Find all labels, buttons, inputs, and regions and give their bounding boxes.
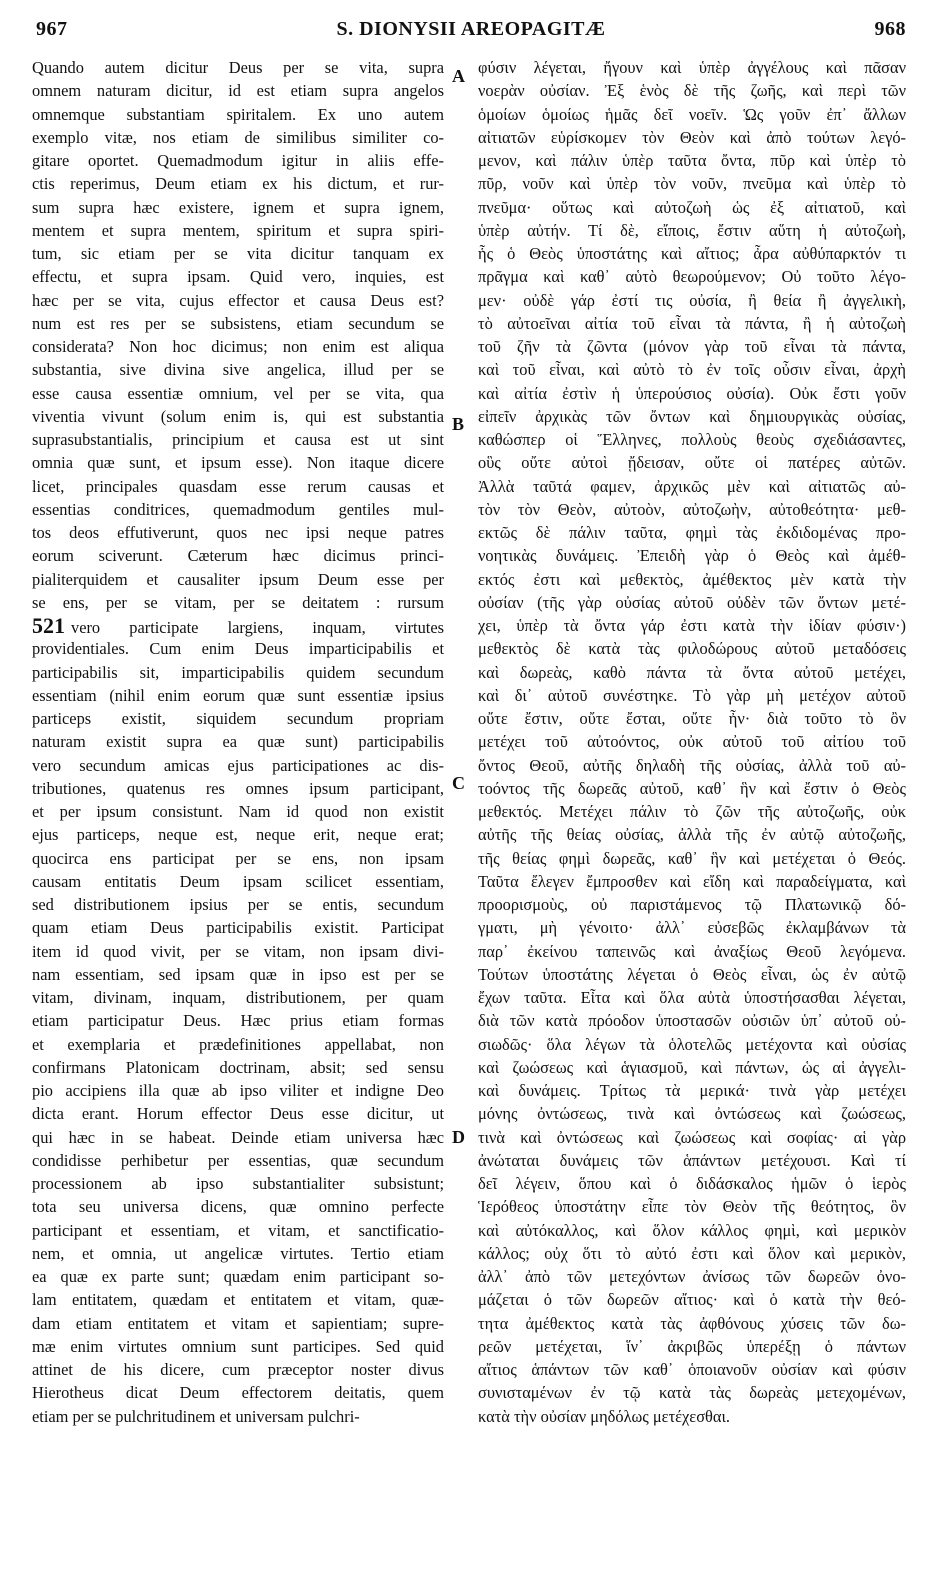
text-line: τῆς θείας φημὶ δωρεᾶς, καθ᾽ ἣν καὶ μετέχεται ὁ Θεός. (478, 848, 906, 868)
text-line: Ἀλλὰ ταῦτά φαμεν, ἀρχικῶς μὲν καὶ αἰτιατῶς αὐ- (478, 476, 906, 496)
text-line: quocirca ens participat per se ens, non ipsam (32, 848, 444, 868)
section-marker-c: C (452, 773, 465, 793)
text-line: πνεῦμα· οὕτως καὶ αὐτοζωὴ ὡς ἐξ αἰτιατοῦ, καὶ (478, 197, 906, 217)
text-line: suprasubstantialis, principium et causa est ut sint (32, 430, 444, 449)
text-line-content: vero participate largiens, inquam, virtutes (71, 618, 444, 637)
text-line: sed distributionem ipsius per se entis, secundum (32, 895, 444, 914)
text-line: γματι, μὴ γένοιτο· ἀλλ᾽ εὐσεβῶς ἐκλαμβάνων τὰ (478, 918, 906, 938)
text-line: κάλλος; οὐχ ὅτι τὸ αὐτό ἐστι καὶ ὅλον καὶ μερικὸν, (478, 1243, 906, 1263)
text-line: se ens, per se vitam, per se deitatem : rursum (32, 592, 444, 612)
text-line: ctis reperimus, Deum etiam ex his dictum, et rur- (32, 174, 444, 194)
text-line: viventia vivunt (solum enim is, qui est substantia (32, 406, 444, 426)
text-line: αἰτιατῶν εὑρίσκομεν τὸν Θεὸν καὶ ἀπὸ τούτων λεγό- (478, 127, 906, 147)
page-number-left: 967 (36, 18, 68, 40)
section-marker-d: D (452, 1127, 465, 1147)
text-line: gitare oportet. Quemadmodum igitur in aliis effe- (32, 151, 444, 170)
text-line: omnem naturam dicitur, id est etiam supra angelos (32, 81, 444, 101)
text-line: νοητικὰς δυνάμεις. Ἐπειδὴ γὰρ ὁ Θεὸς καὶ ἀμέθ- (478, 546, 906, 566)
text-line: essentias conditrices, quemadmodum gentiles mul- (32, 499, 444, 519)
text-line: effectu, et supra ipsam. Quid vero, inquies, est (32, 267, 444, 287)
text-line: νοερὰν οὐσίαν. Ἐξ ἑνὸς δὲ τῆς ζωῆς, καὶ περὶ τῶν (478, 81, 906, 101)
text-line: condidisse perhibetur per essentias, quæ secundum (32, 1150, 444, 1170)
text-line: participant et essentiam, et vitam, et sanctificatio- (32, 1220, 444, 1240)
text-line: ἔχων ταῦτα. Εἶτα καὶ ὅλα αὐτὰ ὑποστήσασθαι λέγεται, (478, 988, 906, 1007)
text-line: τὸ αὐτοεῖναι αἰτία τοῦ εἶναι τὰ πάντα, ἢ ἡ αὐτοζωὴ (478, 313, 906, 333)
text-line: καὶ δι᾽ αὐτοῦ συνέστηκε. Τὸ γὰρ μὴ μετέχον αὐτοῦ (478, 685, 906, 705)
text-line: esse causa essentiæ omnium, vel per se vita, qua (32, 383, 444, 403)
text-line: χει, ὑπὲρ τὰ ὄντα γάρ ἐστι κατὰ τὴν ἰδίαν φύσιν·) (478, 616, 906, 635)
text-line: considerata? Non hoc dicimus; non enim est aliqua (32, 337, 444, 356)
text-line: ejus particeps, neque est, neque erit, neque erat; (32, 825, 444, 845)
text-line: pialiterquidem et causaliter ipsum Deum esse per (32, 569, 444, 589)
text-line: ὑπὲρ αὐτήν. Τί δὲ, εἴποις, ἔστιν αὕτη ἡ αὐτοζωὴ, (478, 220, 906, 240)
text-line: οὓς οὔτε αὐτοὶ ᾔδεισαν, οὔτε οἱ πατέρες αὐτῶν. (478, 453, 906, 473)
text-line: qui hæc in se habeat. Deinde etiam universa hæc (32, 1127, 444, 1147)
text-line: dam etiam entitatem et vitam et sapientiam; supre- (32, 1313, 444, 1333)
text-line: οὐσίαν (τῆς γὰρ οὐσίας αὐτοῦ οὐδὲν τῶν ὄντων μετέ- (478, 592, 906, 612)
text-line: vero secundum amicas ejus participationes ac dis- (32, 755, 444, 775)
text-line: ἀνώταται δυνάμεις τῶν ἁπάντων μετέχουσι. Καὶ τί (478, 1150, 906, 1170)
text-line: nam essentiam, sed ipsam quæ in ipso est per se (32, 964, 444, 984)
greek-column (478, 56, 906, 1428)
text-line: et per ipsum consistunt. Nam id quod non existit (32, 802, 444, 821)
text-line: σιωδῶς· ὅλα λέγων τὰ ὁλοτελῶς μετέχοντα καὶ οὐσίας (478, 1034, 906, 1054)
text-line: nem, et omnia, ut angelicæ virtutes. Tertio etiam (32, 1243, 444, 1263)
text-line: τητα ἀμέθεκτος κατὰ τὰς ἀφθόνους χύσεις τῶν δω- (478, 1313, 906, 1333)
text-line: καὶ αὐτόκαλλος, καὶ ὅλον κάλλος φημὶ, καὶ μερικὸν (478, 1220, 906, 1240)
text-line: κατὰ τὴν οὐσίαν μηδόλως μετέχεσθαι. (478, 1406, 730, 1426)
text-line: καὶ τοῦ εἶναι, καὶ αὐτὸ τὸ ἐν τοῖς οὖσιν εἶναι, ἀρχὴ (478, 360, 906, 380)
text-line: tum, sic etiam per se vita dicitur tanquam ex (32, 244, 444, 263)
text-line: καὶ δυνάμεις. Τρίτως τὰ μερικά· τινὰ γὰρ μετέχει (478, 1081, 906, 1100)
text-line: Hierotheus dicat Deum effectorem deitatis, quem (32, 1383, 444, 1403)
text-line: dicta erant. Horum effector Deus esse dicitur, ut (32, 1104, 444, 1124)
text-line: μετέχει τοῦ αὐτοόντος, οὐκ αὐτοῦ τοῦ αἰτίου τοῦ (478, 732, 906, 752)
text-line: μεθεκτὸς δὲ κατὰ τὰς φιλοδώρους αὐτοῦ μεταδόσεις (478, 639, 906, 659)
text-line: τοόντος τῆς δωρεᾶς αὐτοῦ, καθ᾽ ἣν καὶ ἔστιν ὁ Θεὸς (478, 778, 906, 798)
text-line: quam etiam Deus participabilis existit. Participat (32, 918, 444, 938)
text-line: καθώσπερ οἱ Ἕλληνες, πολλοὺς θεοὺς σχεδιάσαντες, (478, 430, 906, 449)
section-marker-a: A (452, 66, 465, 86)
text-line: ἀλλ᾽ ἀπὸ τῶν μετεχόντων ἀνίσως τῶν δωρεῶν ὀνο- (478, 1267, 906, 1286)
text-line: tributiones, quatenus res omnes ipsum participant, (32, 778, 444, 798)
text-line: sum supra hæc existere, ignem et supra ignem, (32, 197, 444, 217)
text-line: ρεῶν μετέχεται, ἵν᾽ ἀκριβῶς ὑπερέξῃ ὁ πάντων (478, 1336, 906, 1356)
text-line: Τούτων ὑποστάτης λέγεται ὁ Θεὸς εἶναι, ὡς ἐν αὐτῷ (478, 964, 906, 984)
text-line: φύσιν λέγεται, ἤγουν καὶ ὑπὲρ ἀγγέλους καὶ πᾶσαν (478, 58, 906, 77)
text-line: Ἱερόθεος ὑποστάτην εἶπε τὸν Θεὸν τῆς θεότητος, ὃν (478, 1197, 906, 1217)
text-line: omnemque substantiam spiritalem. Ex uno autem (32, 104, 444, 124)
text-line: mæ enim virtutes omnium sunt participes. Sed quid (32, 1336, 444, 1356)
text-line: αἴτιος ἁπάντων τῶν καθ᾽ ὁποιανοῦν οὐσίαν καὶ φύσιν (478, 1360, 906, 1379)
text-line: tos deos effutiverunt, quos nec ipsi neque patres (32, 523, 444, 542)
text-line: καὶ ζωώσεως καὶ ἁγιασμοῦ, καὶ πάντων, ὡς αἱ ἀγγελι- (478, 1057, 906, 1077)
text-line: Quando autem dicitur Deus per se vita, supra (32, 58, 444, 77)
text-line: διὰ τῶν κατὰ πρόοδον ὑποστασῶν οὐσιῶν ὑπ᾽ αὐτοῦ οὐ- (478, 1011, 906, 1031)
text-line: παρ᾽ ἐκείνου ταπεινῶς καὶ ἀναξίως Θεοῦ λεγόμενα. (478, 941, 906, 961)
text-line: μεν· οὐδὲ γάρ ἐστί τις οὐσία, ἢ θεία ἢ ἀγγελικὴ, (478, 290, 906, 310)
text-line: πρᾶγμα καὶ καθ᾽ αὑτὸ θεωρούμενον; Οὐ τοῦτο λέγο- (478, 267, 906, 287)
text-line: προορισμοὺς, οὐ παριστάμενος τῷ Πλατωνικῷ δό- (478, 895, 906, 914)
latin-column (32, 56, 444, 1428)
text-line: providentiales. Cum enim Deus imparticipabilis et (32, 639, 444, 659)
text-line: particeps existit, siquidem secundum propriam (32, 709, 444, 728)
text-line: lam entitatem, quædam et entitatem et vitam, quæ- (32, 1290, 444, 1310)
text-line: καὶ αἰτία ἐστὶν ἡ ὑπερούσιος οὐσία). Οὐκ ἔστι γοῦν (478, 383, 906, 403)
text-line: ὁμοίων ὁμοίως ἡμᾶς δεῖ νοεῖν. Ὡς γοῦν ἐπ᾽ ἄλλων (478, 104, 906, 124)
text-line: τοῦ ζῆν τὰ ζῶντα (μόνον γὰρ τοῦ εἶναι τὰ πάντα, (478, 337, 906, 356)
text-line: μάζεται ὁ τῶν δωρεῶν αἴτιος· καὶ ὁ κατὰ τὴν θεό- (478, 1290, 906, 1310)
text-line: naturam existit supra ea quæ sunt) participabilis (32, 732, 444, 752)
text-line: hæc per se vita, cujus effector et causa Deus est? (32, 290, 444, 310)
text-line: δεῖ λέγειν, ὅπου καὶ ὁ διδάσκαλος ἡμῶν ὁ ἱερὸς (478, 1174, 906, 1193)
text-line: τινὰ καὶ ὀντώσεως καὶ ζωώσεως καὶ σοφίας· αἱ γὰρ (478, 1127, 906, 1147)
text-line: confirmans Platonicam doctrinam, absit; sed sensu (32, 1057, 444, 1077)
text-line: etiam participatur Deus. Hæc prius etiam formas (32, 1011, 444, 1031)
text-line: καὶ δωρεὰς, καθὸ πάντα τὰ ὄντα αὐτοῦ μετέχει, (478, 662, 906, 682)
text-line: tota seu universa dicens, quæ omnino perfecte (32, 1197, 444, 1217)
text-line: etiam per se pulchritudinem et universam pulchri- (32, 1406, 360, 1426)
text-line: licet, principales quasdam esse rerum causas et (32, 476, 444, 496)
text-line: substantia, sive divina sive angelica, illud per se (32, 360, 444, 380)
text-line: Ταῦτα ἔλεγεν ἔμπροσθεν καὶ εἴδη καὶ παραδείγματα, καὶ (478, 871, 906, 891)
text-line: μενον, καὶ πάλιν ὑπὲρ ταῦτα ὄντα, πῦρ καὶ ὑπὲρ τὸ (478, 151, 906, 170)
text-line: pio accipiens illa quæ ab ipso viliter et indigne Deo (32, 1081, 444, 1100)
text-line: processionem ab ipso substantialiter subsistunt; (32, 1174, 444, 1193)
text-line: τὸν τὸν Θεὸν, αὐτοὸν, αὐτοζωὴν, αὐτοθεότητα· μεθ- (478, 499, 906, 519)
marginal-column-number: 521 (32, 613, 65, 638)
text-line: ὄντος Θεοῦ, αὐτῆς δηλαδὴ τῆς οὐσίας, ἀλλὰ τοῦ αὐ- (478, 755, 906, 775)
text-line: οὔτε ἔστιν, οὔτε ἔσται, οὔτε ἦν· διὰ τοῦτο τὸ ὂν (478, 709, 906, 728)
text-line: ἧς ὁ Θεὸς ὑποστάτης καὶ αἴτιος; ἆρα αὐθύπαρκτόν τι (478, 244, 906, 263)
text-line: eorum sciverunt. Cæterum hæc dicimus princi- (32, 546, 444, 566)
section-marker-b: B (452, 414, 465, 434)
text-line: εἰπεῖν ἀρχικὰς τῶν ὄντων καὶ δημιουργικὰς οὐσίας, (478, 406, 906, 426)
text-line: μεθεκτός. Μετέχει πάλιν τὸ ζῶν τῆς αὐτοζωῆς, οὐκ (478, 802, 906, 821)
text-line: participabilis sit, imparticipabilis quidem secundum (32, 662, 444, 682)
text-line: ea quæ ex parte sunt; quædam enim participant so- (32, 1267, 444, 1286)
text-line: attinet de his dicere, cum præceptor noster divus (32, 1360, 444, 1379)
text-line: et exemplaria et prædefinitiones appellabat, non (32, 1034, 444, 1054)
running-title: S. DIONYSII AREOPAGITÆ (336, 18, 606, 40)
text-line: vitam, divinam, inquam, distributionem, per quam (32, 988, 444, 1007)
text-line: mentem et supra mentem, spiritum et supra spiri- (32, 220, 444, 240)
text-line: omnia quæ sunt, et ipsum esse). Non itaque dicere (32, 453, 444, 473)
page-number-right: 968 (874, 18, 906, 40)
text-line: αὐτῆς τῆς θείας οὐσίας, ἀλλὰ τῆς ἐν αὐτῷ αὐτοζωῆς, (478, 825, 906, 845)
text-line: num est res per se subsistens, etiam secundum se (32, 313, 444, 333)
text-line: πῦρ, νοῦν καὶ ὑπὲρ τὸν νοῦν, πνεῦμα καὶ ὑπὲρ τὸ (478, 174, 906, 194)
page-header (36, 18, 906, 48)
text-line (32, 614, 444, 637)
text-line: μόνης ὀντώσεως, τινὰ καὶ ὀντώσεως καὶ ζωώσεως, (478, 1104, 906, 1124)
text-line: item id quod vivit, per se vitam, non ipsam divi- (32, 941, 444, 961)
text-line: συνισταμένων ἐν τῷ κατὰ τὰς δωρεὰς μετεχομένων, (478, 1383, 906, 1403)
text-line: essentiam (nihil enim eorum quæ sunt essentiæ ipsius (32, 685, 444, 705)
text-line: exemplo vitæ, nos etiam de similibus similiter co- (32, 127, 444, 147)
text-line: εκτός ἐστι καὶ μεθεκτὸς, ἀμέθεκτος μὲν κατὰ τὴν (478, 569, 906, 589)
text-line: εκτῶς δὲ πάλιν ταῦτα, φημὶ τὰς ἐκδιδομένας προ- (478, 523, 906, 542)
text-line: causam entitatis Deum ipsam scilicet essentiam, (32, 871, 444, 891)
